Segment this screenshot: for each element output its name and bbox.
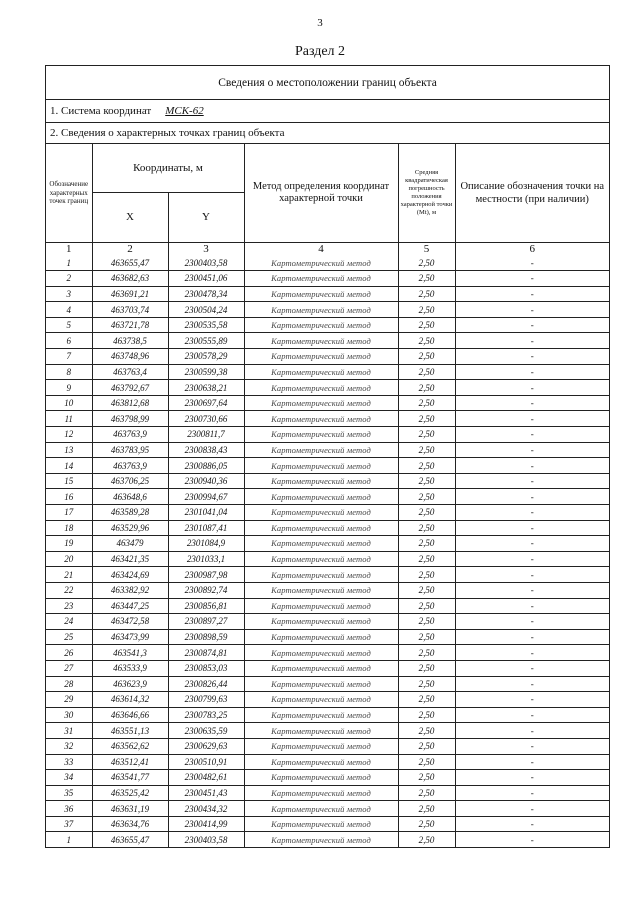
page-number: 3 [317, 17, 323, 29]
table-row [46, 551, 609, 567]
table-row [46, 614, 609, 630]
x-coordinate-cell: 463748,96 [92, 349, 168, 365]
y-coordinate-cell: 2300892,74 [168, 582, 244, 598]
x-coordinate-cell: 463541,77 [92, 770, 168, 786]
point-number-cell: 21 [46, 567, 92, 583]
y-coordinate-cell: 2301087,41 [168, 520, 244, 536]
col-header-method: Метод определения координат характерной точки [244, 144, 398, 242]
accuracy-cell: 2,50 [398, 489, 455, 505]
table-row [46, 271, 609, 287]
point-number-cell: 31 [46, 723, 92, 739]
accuracy-cell: 2,50 [398, 256, 455, 271]
table-row [46, 442, 609, 458]
y-coordinate-cell: 2300853,03 [168, 660, 244, 676]
point-number-cell: 26 [46, 645, 92, 661]
description-cell: - [455, 536, 609, 552]
table-row [46, 536, 609, 552]
table-row [46, 692, 609, 708]
table-row [46, 256, 609, 271]
coordinate-system-row [46, 100, 609, 123]
x-coordinate-cell: 463472,58 [92, 614, 168, 630]
accuracy-cell: 2,50 [398, 364, 455, 380]
y-coordinate-cell: 2300730,66 [168, 411, 244, 427]
point-number-cell: 4 [46, 302, 92, 318]
boundary-document [45, 65, 610, 848]
y-coordinate-cell: 2300414,99 [168, 816, 244, 832]
accuracy-cell: 2,50 [398, 707, 455, 723]
point-number-cell: 14 [46, 458, 92, 474]
x-coordinate-cell: 463763,4 [92, 364, 168, 380]
description-cell: - [455, 582, 609, 598]
description-cell: - [455, 738, 609, 754]
x-coordinate-cell: 463706,25 [92, 473, 168, 489]
point-number-cell: 32 [46, 738, 92, 754]
method-cell: Картометрический метод [244, 536, 398, 552]
table-row [46, 349, 609, 365]
y-coordinate-cell: 2300451,43 [168, 785, 244, 801]
description-cell: - [455, 489, 609, 505]
method-cell: Картометрический метод [244, 520, 398, 536]
point-number-cell: 18 [46, 520, 92, 536]
table-row [46, 427, 609, 443]
boundary-points-table [46, 144, 609, 847]
x-coordinate-cell: 463655,47 [92, 832, 168, 847]
point-number-cell: 2 [46, 271, 92, 287]
method-cell: Картометрический метод [244, 473, 398, 489]
table-row [46, 832, 609, 847]
description-cell: - [455, 551, 609, 567]
method-cell: Картометрический метод [244, 598, 398, 614]
method-cell: Картометрический метод [244, 785, 398, 801]
point-number-cell: 28 [46, 676, 92, 692]
section-title: Раздел 2 [294, 44, 346, 59]
accuracy-cell: 2,50 [398, 536, 455, 552]
accuracy-cell: 2,50 [398, 738, 455, 754]
method-cell: Картометрический метод [244, 567, 398, 583]
table-row [46, 395, 609, 411]
x-coordinate-cell: 463792,67 [92, 380, 168, 396]
description-cell: - [455, 427, 609, 443]
description-cell: - [455, 411, 609, 427]
method-cell: Картометрический метод [244, 349, 398, 365]
description-cell: - [455, 567, 609, 583]
method-cell: Картометрический метод [244, 489, 398, 505]
method-cell: Картометрический метод [244, 676, 398, 692]
method-cell: Картометрический метод [244, 614, 398, 630]
x-coordinate-cell: 463648,6 [92, 489, 168, 505]
col-header-coords: Координаты, м [92, 144, 244, 192]
accuracy-cell: 2,50 [398, 629, 455, 645]
column-number-row [46, 242, 609, 256]
accuracy-cell: 2,50 [398, 551, 455, 567]
accuracy-cell: 2,50 [398, 411, 455, 427]
table-row [46, 411, 609, 427]
x-coordinate-cell: 463721,78 [92, 317, 168, 333]
method-cell: Картометрический метод [244, 692, 398, 708]
accuracy-cell: 2,50 [398, 801, 455, 817]
point-number-cell: 6 [46, 333, 92, 349]
method-cell: Картометрический метод [244, 333, 398, 349]
x-coordinate-cell: 463634,76 [92, 816, 168, 832]
accuracy-cell: 2,50 [398, 785, 455, 801]
x-coordinate-cell: 463812,68 [92, 395, 168, 411]
y-coordinate-cell: 2300697,64 [168, 395, 244, 411]
y-coordinate-cell: 2300838,43 [168, 442, 244, 458]
accuracy-cell: 2,50 [398, 442, 455, 458]
point-number-cell: 23 [46, 598, 92, 614]
method-cell: Картометрический метод [244, 754, 398, 770]
x-coordinate-cell: 463421,35 [92, 551, 168, 567]
y-coordinate-cell: 2300856,81 [168, 598, 244, 614]
accuracy-cell: 2,50 [398, 505, 455, 521]
description-cell: - [455, 395, 609, 411]
y-coordinate-cell: 2300555,89 [168, 333, 244, 349]
point-number-cell: 37 [46, 816, 92, 832]
accuracy-cell: 2,50 [398, 582, 455, 598]
column-number-cell: 2 [92, 242, 168, 256]
description-cell: - [455, 271, 609, 287]
y-coordinate-cell: 2301041,04 [168, 505, 244, 521]
x-coordinate-cell: 463738,5 [92, 333, 168, 349]
x-coordinate-cell: 463655,47 [92, 256, 168, 271]
point-number-cell: 8 [46, 364, 92, 380]
method-cell: Картометрический метод [244, 816, 398, 832]
method-cell: Картометрический метод [244, 707, 398, 723]
point-number-cell: 35 [46, 785, 92, 801]
accuracy-cell: 2,50 [398, 614, 455, 630]
point-number-cell: 27 [46, 660, 92, 676]
method-cell: Картометрический метод [244, 271, 398, 287]
accuracy-cell: 2,50 [398, 427, 455, 443]
table-row [46, 473, 609, 489]
point-number-cell: 25 [46, 629, 92, 645]
coordinate-system-label: 1. Система координат [50, 105, 152, 117]
description-cell: - [455, 505, 609, 521]
method-cell: Картометрический метод [244, 256, 398, 271]
accuracy-cell: 2,50 [398, 692, 455, 708]
description-cell: - [455, 785, 609, 801]
x-coordinate-cell: 463525,42 [92, 785, 168, 801]
method-cell: Картометрический метод [244, 442, 398, 458]
point-number-cell: 1 [46, 832, 92, 847]
x-coordinate-cell: 463703,74 [92, 302, 168, 318]
x-coordinate-cell: 463529,96 [92, 520, 168, 536]
column-number-cell: 6 [455, 242, 609, 256]
table-row [46, 380, 609, 396]
table-row [46, 676, 609, 692]
x-coordinate-cell: 463691,21 [92, 286, 168, 302]
table-row [46, 770, 609, 786]
method-cell: Картометрический метод [244, 395, 398, 411]
method-cell: Картометрический метод [244, 505, 398, 521]
coordinate-system-value: МСК-62 [165, 105, 204, 117]
method-cell: Картометрический метод [244, 380, 398, 396]
table-row [46, 458, 609, 474]
y-coordinate-cell: 2300811,7 [168, 427, 244, 443]
description-cell: - [455, 317, 609, 333]
x-coordinate-cell: 463382,92 [92, 582, 168, 598]
y-coordinate-cell: 2300535,58 [168, 317, 244, 333]
x-coordinate-cell: 463424,69 [92, 567, 168, 583]
accuracy-cell: 2,50 [398, 645, 455, 661]
point-number-cell: 7 [46, 349, 92, 365]
accuracy-cell: 2,50 [398, 567, 455, 583]
method-cell: Картометрический метод [244, 411, 398, 427]
table-row [46, 629, 609, 645]
col-header-x: X [92, 192, 168, 242]
col-header-accuracy: Средняя квадратическая погрешность положения характерной точки (Mt), м [398, 144, 455, 242]
y-coordinate-cell: 2300635,59 [168, 723, 244, 739]
y-coordinate-cell: 2300987,98 [168, 567, 244, 583]
point-number-cell: 34 [46, 770, 92, 786]
accuracy-cell: 2,50 [398, 271, 455, 287]
column-number-cell: 1 [46, 242, 92, 256]
y-coordinate-cell: 2300504,24 [168, 302, 244, 318]
accuracy-cell: 2,50 [398, 302, 455, 318]
x-coordinate-cell: 463682,63 [92, 271, 168, 287]
accuracy-cell: 2,50 [398, 286, 455, 302]
method-cell: Картометрический метод [244, 427, 398, 443]
accuracy-cell: 2,50 [398, 520, 455, 536]
accuracy-cell: 2,50 [398, 317, 455, 333]
method-cell: Картометрический метод [244, 317, 398, 333]
points-section-title: 2. Сведения о характерных точках границ объекта [46, 123, 609, 144]
method-cell: Картометрический метод [244, 582, 398, 598]
y-coordinate-cell: 2300629,63 [168, 738, 244, 754]
description-cell: - [455, 754, 609, 770]
document-heading: Сведения о местоположении границ объекта [46, 66, 609, 100]
point-number-cell: 24 [46, 614, 92, 630]
y-coordinate-cell: 2300451,06 [168, 271, 244, 287]
description-cell: - [455, 349, 609, 365]
method-cell: Картометрический метод [244, 286, 398, 302]
description-cell: - [455, 598, 609, 614]
column-number-cell: 5 [398, 242, 455, 256]
col-header-description: Описание обозначения точки на местности (при наличии) [455, 144, 609, 242]
table-row [46, 660, 609, 676]
col-header-point: Обозначение характерных точек границ [46, 144, 92, 242]
point-number-cell: 22 [46, 582, 92, 598]
column-number-cell: 3 [168, 242, 244, 256]
table-row [46, 723, 609, 739]
x-coordinate-cell: 463541,3 [92, 645, 168, 661]
point-number-cell: 1 [46, 256, 92, 271]
point-number-cell: 5 [46, 317, 92, 333]
accuracy-cell: 2,50 [398, 598, 455, 614]
y-coordinate-cell: 2300886,05 [168, 458, 244, 474]
x-coordinate-cell: 463646,66 [92, 707, 168, 723]
point-number-cell: 13 [46, 442, 92, 458]
accuracy-cell: 2,50 [398, 395, 455, 411]
point-number-cell: 10 [46, 395, 92, 411]
method-cell: Картометрический метод [244, 629, 398, 645]
y-coordinate-cell: 2300783,25 [168, 707, 244, 723]
point-number-cell: 17 [46, 505, 92, 521]
accuracy-cell: 2,50 [398, 660, 455, 676]
table-row [46, 520, 609, 536]
x-coordinate-cell: 463512,41 [92, 754, 168, 770]
method-cell: Картометрический метод [244, 660, 398, 676]
description-cell: - [455, 458, 609, 474]
description-cell: - [455, 692, 609, 708]
y-coordinate-cell: 2300994,67 [168, 489, 244, 505]
description-cell: - [455, 256, 609, 271]
method-cell: Картометрический метод [244, 458, 398, 474]
y-coordinate-cell: 2300434,32 [168, 801, 244, 817]
x-coordinate-cell: 463798,99 [92, 411, 168, 427]
description-cell: - [455, 442, 609, 458]
accuracy-cell: 2,50 [398, 349, 455, 365]
description-cell: - [455, 832, 609, 847]
description-cell: - [455, 380, 609, 396]
x-coordinate-cell: 463562,62 [92, 738, 168, 754]
table-row [46, 707, 609, 723]
description-cell: - [455, 520, 609, 536]
y-coordinate-cell: 2301084,9 [168, 536, 244, 552]
x-coordinate-cell: 463631,19 [92, 801, 168, 817]
method-cell: Картометрический метод [244, 770, 398, 786]
description-cell: - [455, 473, 609, 489]
method-cell: Картометрический метод [244, 801, 398, 817]
table-row [46, 785, 609, 801]
y-coordinate-cell: 2300638,21 [168, 380, 244, 396]
point-number-cell: 15 [46, 473, 92, 489]
accuracy-cell: 2,50 [398, 676, 455, 692]
x-coordinate-cell: 463551,13 [92, 723, 168, 739]
point-number-cell: 9 [46, 380, 92, 396]
description-cell: - [455, 302, 609, 318]
y-coordinate-cell: 2300826,44 [168, 676, 244, 692]
table-row [46, 738, 609, 754]
description-cell: - [455, 723, 609, 739]
point-number-cell: 12 [46, 427, 92, 443]
description-cell: - [455, 801, 609, 817]
table-body [46, 256, 609, 848]
point-number-cell: 11 [46, 411, 92, 427]
y-coordinate-cell: 2300403,58 [168, 256, 244, 271]
accuracy-cell: 2,50 [398, 458, 455, 474]
table-row [46, 489, 609, 505]
y-coordinate-cell: 2300898,59 [168, 629, 244, 645]
point-number-cell: 36 [46, 801, 92, 817]
y-coordinate-cell: 2301033,1 [168, 551, 244, 567]
table-row [46, 801, 609, 817]
x-coordinate-cell: 463533,9 [92, 660, 168, 676]
y-coordinate-cell: 2300940,36 [168, 473, 244, 489]
accuracy-cell: 2,50 [398, 333, 455, 349]
point-number-cell: 30 [46, 707, 92, 723]
x-coordinate-cell: 463589,28 [92, 505, 168, 521]
accuracy-cell: 2,50 [398, 754, 455, 770]
accuracy-cell: 2,50 [398, 770, 455, 786]
method-cell: Картометрический метод [244, 738, 398, 754]
accuracy-cell: 2,50 [398, 832, 455, 847]
y-coordinate-cell: 2300482,61 [168, 770, 244, 786]
x-coordinate-cell: 463623,9 [92, 676, 168, 692]
description-cell: - [455, 645, 609, 661]
description-cell: - [455, 364, 609, 380]
table-row [46, 645, 609, 661]
y-coordinate-cell: 2300599,38 [168, 364, 244, 380]
table-row [46, 364, 609, 380]
y-coordinate-cell: 2300510,91 [168, 754, 244, 770]
method-cell: Картометрический метод [244, 832, 398, 847]
table-row [46, 598, 609, 614]
x-coordinate-cell: 463783,95 [92, 442, 168, 458]
description-cell: - [455, 286, 609, 302]
description-cell: - [455, 707, 609, 723]
method-cell: Картометрический метод [244, 302, 398, 318]
y-coordinate-cell: 2300478,34 [168, 286, 244, 302]
y-coordinate-cell: 2300874,81 [168, 645, 244, 661]
point-number-cell: 29 [46, 692, 92, 708]
table-row [46, 505, 609, 521]
point-number-cell: 3 [46, 286, 92, 302]
description-cell: - [455, 660, 609, 676]
table-row [46, 582, 609, 598]
y-coordinate-cell: 2300578,29 [168, 349, 244, 365]
x-coordinate-cell: 463614,32 [92, 692, 168, 708]
y-coordinate-cell: 2300403,58 [168, 832, 244, 847]
point-number-cell: 20 [46, 551, 92, 567]
accuracy-cell: 2,50 [398, 380, 455, 396]
col-header-y: Y [168, 192, 244, 242]
point-number-cell: 19 [46, 536, 92, 552]
method-cell: Картометрический метод [244, 364, 398, 380]
description-cell: - [455, 816, 609, 832]
method-cell: Картометрический метод [244, 723, 398, 739]
x-coordinate-cell: 463763,9 [92, 427, 168, 443]
x-coordinate-cell: 463473,99 [92, 629, 168, 645]
description-cell: - [455, 770, 609, 786]
table-row [46, 302, 609, 318]
table-row [46, 567, 609, 583]
accuracy-cell: 2,50 [398, 723, 455, 739]
description-cell: - [455, 614, 609, 630]
table-row [46, 286, 609, 302]
description-cell: - [455, 333, 609, 349]
point-number-cell: 33 [46, 754, 92, 770]
table-row [46, 317, 609, 333]
description-cell: - [455, 676, 609, 692]
column-number-cell: 4 [244, 242, 398, 256]
accuracy-cell: 2,50 [398, 816, 455, 832]
table-row [46, 333, 609, 349]
description-cell: - [455, 629, 609, 645]
table-row [46, 816, 609, 832]
accuracy-cell: 2,50 [398, 473, 455, 489]
y-coordinate-cell: 2300799,63 [168, 692, 244, 708]
x-coordinate-cell: 463447,25 [92, 598, 168, 614]
x-coordinate-cell: 463479 [92, 536, 168, 552]
method-cell: Картометрический метод [244, 645, 398, 661]
point-number-cell: 16 [46, 489, 92, 505]
method-cell: Картометрический метод [244, 551, 398, 567]
y-coordinate-cell: 2300897,27 [168, 614, 244, 630]
table-row [46, 754, 609, 770]
x-coordinate-cell: 463763,9 [92, 458, 168, 474]
